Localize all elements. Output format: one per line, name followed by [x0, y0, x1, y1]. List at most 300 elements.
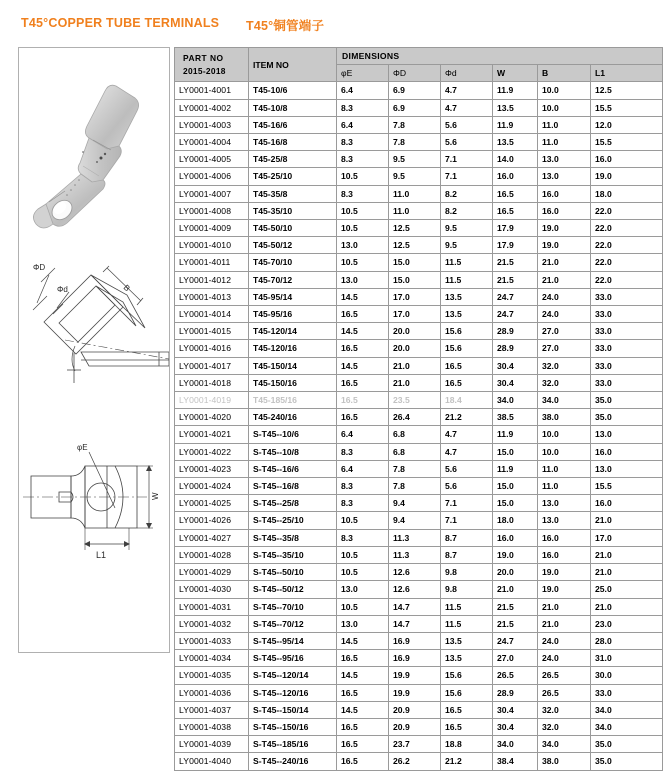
table-row — [175, 134, 663, 151]
cell-item-no: S-T45--70/10 — [249, 598, 337, 615]
table-row — [175, 254, 663, 271]
cell-phi-od: 20.0 — [389, 323, 441, 340]
cell-l1: 33.0 — [591, 323, 663, 340]
cell-phi-id: 5.6 — [441, 116, 493, 133]
table-row — [175, 478, 663, 495]
table-row — [175, 271, 663, 288]
flat-view-drawing — [19, 432, 169, 582]
cell-item-no: T45-150/14 — [249, 357, 337, 374]
cell-l1: 35.0 — [591, 409, 663, 426]
cell-w: 16.0 — [493, 168, 538, 185]
table-row — [175, 512, 663, 529]
cell-b: 38.0 — [538, 409, 591, 426]
cell-b: 11.0 — [538, 134, 591, 151]
cell-phi-e: 10.5 — [337, 564, 389, 581]
table-row — [175, 168, 663, 185]
part-no-label: PART NO — [183, 52, 224, 63]
cell-b: 11.0 — [538, 116, 591, 133]
cell-phi-e: 16.5 — [337, 650, 389, 667]
cell-part-no: LY0001-4036 — [175, 684, 249, 701]
cell-phi-od: 23.7 — [389, 736, 441, 753]
cell-part-no: LY0001-4028 — [175, 546, 249, 563]
cell-b: 21.0 — [538, 615, 591, 632]
cell-phi-od: 16.9 — [389, 650, 441, 667]
table-row — [175, 667, 663, 684]
cell-phi-e: 16.5 — [337, 306, 389, 323]
cell-phi-id: 15.6 — [441, 323, 493, 340]
cell-b: 21.0 — [538, 271, 591, 288]
cell-phi-id: 18.4 — [441, 392, 493, 409]
cell-phi-od: 26.4 — [389, 409, 441, 426]
cell-phi-e: 13.0 — [337, 615, 389, 632]
cell-l1: 12.0 — [591, 116, 663, 133]
cell-w: 28.9 — [493, 323, 538, 340]
cell-phi-id: 8.7 — [441, 546, 493, 563]
cell-phi-id: 15.6 — [441, 340, 493, 357]
cell-phi-e: 16.5 — [337, 409, 389, 426]
column-header-dimensions: DIMENSIONS — [337, 48, 663, 65]
cell-phi-od: 23.5 — [389, 392, 441, 409]
cell-phi-e: 14.5 — [337, 701, 389, 718]
table-row — [175, 323, 663, 340]
cell-phi-od: 17.0 — [389, 288, 441, 305]
cell-part-no: LY0001-4022 — [175, 443, 249, 460]
cell-w: 11.9 — [493, 116, 538, 133]
cell-phi-id: 5.6 — [441, 134, 493, 151]
cell-phi-od: 15.0 — [389, 271, 441, 288]
cell-l1: 21.0 — [591, 512, 663, 529]
column-header-item-no: ITEM NO — [249, 48, 337, 82]
flat-label-l1: L1 — [95, 550, 107, 560]
cell-phi-od: 9.5 — [389, 151, 441, 168]
cell-w: 30.4 — [493, 701, 538, 718]
table-row — [175, 632, 663, 649]
cell-part-no: LY0001-4018 — [175, 374, 249, 391]
cell-part-no: LY0001-4016 — [175, 340, 249, 357]
cell-phi-id: 4.7 — [441, 426, 493, 443]
cell-b: 32.0 — [538, 701, 591, 718]
cell-item-no: T45-70/10 — [249, 254, 337, 271]
cell-part-no: LY0001-4040 — [175, 753, 249, 770]
cell-phi-e: 16.5 — [337, 374, 389, 391]
cell-phi-id: 21.2 — [441, 753, 493, 770]
cell-b: 21.0 — [538, 598, 591, 615]
cell-b: 16.0 — [538, 546, 591, 563]
cell-l1: 33.0 — [591, 357, 663, 374]
table-row — [175, 374, 663, 391]
angle-label-od: ΦD — [33, 263, 46, 272]
cell-item-no: S-T45--120/16 — [249, 684, 337, 701]
cell-item-no: T45-10/6 — [249, 82, 337, 99]
cell-part-no: LY0001-4011 — [175, 254, 249, 271]
cell-phi-e: 6.4 — [337, 116, 389, 133]
cell-l1: 25.0 — [591, 581, 663, 598]
cell-l1: 22.0 — [591, 220, 663, 237]
cell-item-no: T45-185/16 — [249, 392, 337, 409]
cell-phi-od: 9.5 — [389, 168, 441, 185]
cell-item-no: S-T45--35/8 — [249, 529, 337, 546]
cell-phi-od: 14.7 — [389, 598, 441, 615]
cell-part-no: LY0001-4009 — [175, 220, 249, 237]
cell-l1: 19.0 — [591, 168, 663, 185]
cell-item-no: T45-35/8 — [249, 185, 337, 202]
figure-panel — [18, 47, 170, 653]
cell-item-no: T45-16/6 — [249, 116, 337, 133]
cell-phi-e: 8.3 — [337, 99, 389, 116]
cell-phi-od: 6.9 — [389, 82, 441, 99]
cell-part-no: LY0001-4030 — [175, 581, 249, 598]
cell-part-no: LY0001-4025 — [175, 495, 249, 512]
cell-w: 24.7 — [493, 306, 538, 323]
cell-phi-od: 6.8 — [389, 426, 441, 443]
column-header-phi-id: Φd — [441, 65, 493, 82]
cell-b: 10.0 — [538, 82, 591, 99]
table-row — [175, 650, 663, 667]
cell-phi-od: 11.3 — [389, 529, 441, 546]
cell-part-no: LY0001-4034 — [175, 650, 249, 667]
cell-part-no: LY0001-4013 — [175, 288, 249, 305]
cell-part-no: LY0001-4002 — [175, 99, 249, 116]
cell-phi-od: 21.0 — [389, 374, 441, 391]
cell-item-no: S-T45--150/14 — [249, 701, 337, 718]
table-row — [175, 546, 663, 563]
cell-phi-od: 11.3 — [389, 546, 441, 563]
cell-l1: 16.0 — [591, 443, 663, 460]
cell-l1: 35.0 — [591, 392, 663, 409]
cell-b: 21.0 — [538, 254, 591, 271]
cell-phi-id: 4.7 — [441, 99, 493, 116]
cell-b: 26.5 — [538, 684, 591, 701]
cell-w: 20.0 — [493, 564, 538, 581]
cell-phi-id: 11.5 — [441, 615, 493, 632]
cell-part-no: LY0001-4005 — [175, 151, 249, 168]
table-row — [175, 82, 663, 99]
cell-b: 11.0 — [538, 460, 591, 477]
cell-b: 13.0 — [538, 495, 591, 512]
cell-phi-e: 10.5 — [337, 512, 389, 529]
cell-w: 16.5 — [493, 185, 538, 202]
table-row — [175, 116, 663, 133]
table-row — [175, 718, 663, 735]
cell-w: 38.5 — [493, 409, 538, 426]
cell-phi-e: 10.5 — [337, 202, 389, 219]
cell-part-no: LY0001-4020 — [175, 409, 249, 426]
cell-phi-e: 14.5 — [337, 357, 389, 374]
cell-phi-id: 7.1 — [441, 495, 493, 512]
cell-phi-e: 13.0 — [337, 581, 389, 598]
cell-phi-e: 16.5 — [337, 684, 389, 701]
cell-phi-e: 6.4 — [337, 460, 389, 477]
cell-phi-od: 11.0 — [389, 202, 441, 219]
cell-item-no: S-T45--95/14 — [249, 632, 337, 649]
cell-phi-id: 18.8 — [441, 736, 493, 753]
cell-phi-id: 9.8 — [441, 564, 493, 581]
cell-phi-od: 11.0 — [389, 185, 441, 202]
table-row — [175, 684, 663, 701]
cell-phi-id: 13.5 — [441, 288, 493, 305]
cell-part-no: LY0001-4029 — [175, 564, 249, 581]
cell-phi-e: 6.4 — [337, 82, 389, 99]
cell-b: 10.0 — [538, 99, 591, 116]
cell-item-no: T45-95/14 — [249, 288, 337, 305]
column-header-b: B — [538, 65, 591, 82]
cell-w: 34.0 — [493, 392, 538, 409]
cell-part-no: LY0001-4032 — [175, 615, 249, 632]
cell-phi-od: 7.8 — [389, 116, 441, 133]
cell-w: 11.9 — [493, 82, 538, 99]
cell-phi-id: 13.5 — [441, 306, 493, 323]
cell-phi-od: 14.7 — [389, 615, 441, 632]
cell-phi-e: 8.3 — [337, 443, 389, 460]
cell-w: 30.4 — [493, 718, 538, 735]
cell-item-no: S-T45--70/12 — [249, 615, 337, 632]
cell-part-no: LY0001-4024 — [175, 478, 249, 495]
cell-w: 34.0 — [493, 736, 538, 753]
cell-b: 19.0 — [538, 237, 591, 254]
cell-l1: 33.0 — [591, 340, 663, 357]
cell-l1: 15.5 — [591, 134, 663, 151]
cell-b: 24.0 — [538, 306, 591, 323]
specifications-table — [174, 47, 663, 771]
cell-l1: 21.0 — [591, 598, 663, 615]
cell-w: 16.5 — [493, 202, 538, 219]
cell-phi-od: 19.9 — [389, 684, 441, 701]
cell-part-no: LY0001-4014 — [175, 306, 249, 323]
cell-phi-id: 9.5 — [441, 237, 493, 254]
table-body — [175, 82, 663, 770]
cell-phi-id: 16.5 — [441, 701, 493, 718]
cell-phi-id: 16.5 — [441, 718, 493, 735]
cell-phi-id: 15.6 — [441, 667, 493, 684]
cell-item-no: S-T45--16/6 — [249, 460, 337, 477]
cell-item-no: S-T45--95/16 — [249, 650, 337, 667]
table-row — [175, 185, 663, 202]
cell-phi-id: 4.7 — [441, 443, 493, 460]
cell-l1: 18.0 — [591, 185, 663, 202]
cell-phi-e: 10.5 — [337, 598, 389, 615]
flat-label-w: W — [151, 492, 160, 500]
table-row — [175, 529, 663, 546]
cell-phi-od: 17.0 — [389, 306, 441, 323]
cell-part-no: LY0001-4004 — [175, 134, 249, 151]
cell-l1: 16.0 — [591, 151, 663, 168]
cell-part-no: LY0001-4019 — [175, 392, 249, 409]
cell-phi-e: 10.5 — [337, 168, 389, 185]
cell-phi-id: 11.5 — [441, 254, 493, 271]
cell-part-no: LY0001-4039 — [175, 736, 249, 753]
cell-w: 21.5 — [493, 271, 538, 288]
cell-phi-id: 9.5 — [441, 220, 493, 237]
table-row — [175, 237, 663, 254]
cell-part-no: LY0001-4031 — [175, 598, 249, 615]
cell-phi-e: 16.5 — [337, 736, 389, 753]
cell-part-no: LY0001-4006 — [175, 168, 249, 185]
cell-b: 19.0 — [538, 220, 591, 237]
cell-phi-e: 16.5 — [337, 340, 389, 357]
cell-item-no: T45-240/16 — [249, 409, 337, 426]
cell-phi-e: 8.3 — [337, 134, 389, 151]
cell-phi-od: 12.6 — [389, 581, 441, 598]
cell-part-no: LY0001-4037 — [175, 701, 249, 718]
table-row — [175, 409, 663, 426]
cell-item-no: T45-120/16 — [249, 340, 337, 357]
cell-item-no: T45-70/12 — [249, 271, 337, 288]
page-title-english: T45°COPPER TUBE TERMINALS — [21, 16, 220, 30]
cell-w: 21.5 — [493, 598, 538, 615]
cell-item-no: S-T45--185/16 — [249, 736, 337, 753]
table-row — [175, 615, 663, 632]
cell-phi-e: 16.5 — [337, 392, 389, 409]
table-row — [175, 340, 663, 357]
table-row — [175, 598, 663, 615]
cell-phi-od: 9.4 — [389, 512, 441, 529]
column-header-phi-e: φE — [337, 65, 389, 82]
column-header-part-no — [175, 48, 249, 82]
flat-label-e: φE — [77, 443, 88, 452]
cell-w: 11.9 — [493, 426, 538, 443]
cell-phi-od: 7.8 — [389, 460, 441, 477]
cell-phi-id: 8.2 — [441, 202, 493, 219]
cell-item-no: T45-95/16 — [249, 306, 337, 323]
page-title-bar — [0, 16, 672, 38]
header-row-primary — [175, 48, 663, 65]
part-no-year-range: 2015-2018 — [183, 65, 226, 76]
cell-w: 21.5 — [493, 615, 538, 632]
cell-phi-od: 20.9 — [389, 701, 441, 718]
cell-phi-id: 4.7 — [441, 82, 493, 99]
cell-item-no: T45-35/10 — [249, 202, 337, 219]
cell-phi-id: 5.6 — [441, 478, 493, 495]
cell-item-no: T45-25/10 — [249, 168, 337, 185]
table-row — [175, 581, 663, 598]
cell-b: 11.0 — [538, 478, 591, 495]
cell-w: 26.5 — [493, 667, 538, 684]
cell-phi-od: 19.9 — [389, 667, 441, 684]
cell-l1: 13.0 — [591, 426, 663, 443]
cell-w: 24.7 — [493, 288, 538, 305]
cell-l1: 34.0 — [591, 701, 663, 718]
cell-l1: 33.0 — [591, 288, 663, 305]
cell-phi-od: 12.5 — [389, 220, 441, 237]
cell-w: 15.0 — [493, 495, 538, 512]
cell-l1: 21.0 — [591, 564, 663, 581]
cell-phi-id: 5.6 — [441, 460, 493, 477]
cell-b: 34.0 — [538, 392, 591, 409]
cell-l1: 15.5 — [591, 478, 663, 495]
cell-phi-id: 21.2 — [441, 409, 493, 426]
cell-item-no: T45-16/8 — [249, 134, 337, 151]
cell-phi-e: 8.3 — [337, 151, 389, 168]
cell-item-no: S-T45--25/8 — [249, 495, 337, 512]
cell-phi-id: 7.1 — [441, 512, 493, 529]
cell-l1: 33.0 — [591, 684, 663, 701]
table-row — [175, 701, 663, 718]
cell-l1: 33.0 — [591, 374, 663, 391]
cell-part-no: LY0001-4026 — [175, 512, 249, 529]
cell-w: 28.9 — [493, 340, 538, 357]
table-row — [175, 426, 663, 443]
cell-phi-od: 12.6 — [389, 564, 441, 581]
cell-phi-id: 13.5 — [441, 632, 493, 649]
cell-phi-od: 12.5 — [389, 237, 441, 254]
cell-part-no: LY0001-4021 — [175, 426, 249, 443]
cell-part-no: LY0001-4010 — [175, 237, 249, 254]
cell-l1: 15.5 — [591, 99, 663, 116]
cell-phi-e: 13.0 — [337, 237, 389, 254]
cell-phi-id: 11.5 — [441, 598, 493, 615]
cell-w: 13.5 — [493, 99, 538, 116]
cell-item-no: S-T45--240/16 — [249, 753, 337, 770]
page-title-chinese: T45°铜管端子 — [246, 19, 325, 33]
cell-part-no: LY0001-4023 — [175, 460, 249, 477]
cell-phi-e: 14.5 — [337, 323, 389, 340]
table-row — [175, 99, 663, 116]
cell-w: 30.4 — [493, 374, 538, 391]
cell-part-no: LY0001-4038 — [175, 718, 249, 735]
cell-b: 24.0 — [538, 288, 591, 305]
cell-item-no: S-T45--120/14 — [249, 667, 337, 684]
cell-phi-od: 9.4 — [389, 495, 441, 512]
cell-b: 27.0 — [538, 340, 591, 357]
cell-phi-id: 15.6 — [441, 684, 493, 701]
cell-b: 32.0 — [538, 357, 591, 374]
cell-w: 30.4 — [493, 357, 538, 374]
table-row — [175, 495, 663, 512]
table-row — [175, 151, 663, 168]
table-row — [175, 306, 663, 323]
cell-b: 26.5 — [538, 667, 591, 684]
cell-phi-od: 16.9 — [389, 632, 441, 649]
column-header-phi-od: ΦD — [389, 65, 441, 82]
cell-w: 18.0 — [493, 512, 538, 529]
cell-item-no: S-T45--50/12 — [249, 581, 337, 598]
cell-w: 14.0 — [493, 151, 538, 168]
cell-w: 28.9 — [493, 684, 538, 701]
cell-l1: 21.0 — [591, 546, 663, 563]
cell-b: 19.0 — [538, 581, 591, 598]
cell-phi-e: 16.5 — [337, 718, 389, 735]
cell-l1: 28.0 — [591, 632, 663, 649]
cell-w: 13.5 — [493, 134, 538, 151]
cell-phi-id: 8.2 — [441, 185, 493, 202]
cell-l1: 23.0 — [591, 615, 663, 632]
table-row — [175, 392, 663, 409]
cell-phi-id: 7.1 — [441, 168, 493, 185]
cell-l1: 35.0 — [591, 753, 663, 770]
angle-label-b: B — [121, 282, 132, 294]
cell-l1: 35.0 — [591, 736, 663, 753]
cell-phi-id: 9.8 — [441, 581, 493, 598]
cell-w: 16.0 — [493, 529, 538, 546]
cell-phi-e: 8.3 — [337, 185, 389, 202]
cell-item-no: S-T45--50/10 — [249, 564, 337, 581]
cell-part-no: LY0001-4015 — [175, 323, 249, 340]
cell-phi-e: 8.3 — [337, 478, 389, 495]
product-photo — [19, 54, 169, 246]
cell-item-no: S-T45--10/8 — [249, 443, 337, 460]
cell-l1: 33.0 — [591, 306, 663, 323]
angle-section-drawing — [19, 248, 169, 426]
cell-part-no: LY0001-4012 — [175, 271, 249, 288]
angle-label-id: Φd — [57, 285, 68, 294]
cell-l1: 13.0 — [591, 460, 663, 477]
table-row — [175, 202, 663, 219]
cell-item-no: S-T45--10/6 — [249, 426, 337, 443]
cell-b: 16.0 — [538, 529, 591, 546]
cell-phi-od: 21.0 — [389, 357, 441, 374]
cell-b: 38.0 — [538, 753, 591, 770]
cell-phi-e: 6.4 — [337, 426, 389, 443]
